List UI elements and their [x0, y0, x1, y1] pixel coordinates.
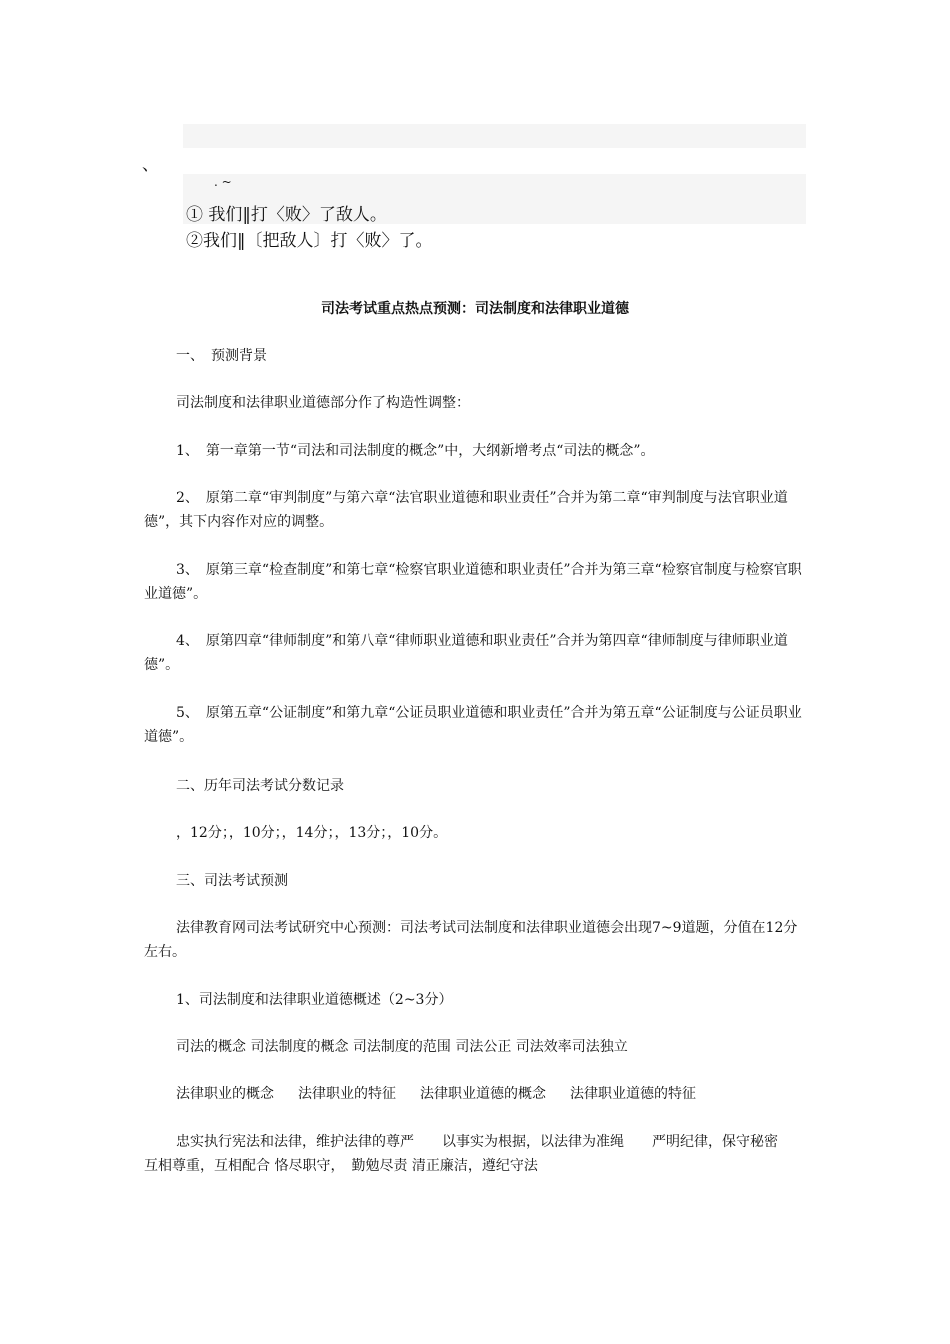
section-1-heading: 一、 预测背景 [176, 348, 267, 364]
concept-term: 法律职业的概念 [176, 1086, 274, 1102]
list-item: 4、 原第四章“律师制度”和第八章“律师职业道德和职业责任”合并为第四章“律师制度与律师职业道德”。 [144, 633, 788, 673]
example-sentence-2: ②我们‖〔把敌人〕打〈败〉了。 [186, 231, 433, 251]
document-title: 司法考试重点热点预测：司法制度和法律职业道德 [321, 301, 629, 317]
subsection-1-heading: 1、司法制度和法律职业道德概述（2~3分） [176, 992, 453, 1008]
section-1-intro: 司法制度和法律职业道德部分作了构造性调整： [176, 395, 470, 411]
section-2-scores: ，12分；，10分；，14分；，13分；，10分。 [176, 825, 448, 841]
section-3-text: 法律教育网司法考试研究中心预测：司法考试司法制度和法律职业道德会出现7~9道题，分值在12分左右。 [144, 920, 798, 960]
fragment-dot: . ~ [214, 175, 232, 189]
list-item: 2、 原第二章“审判制度”与第六章“法官职业道德和职业责任”合并为第二章“审判制度与法官职业道德”，其下内容作对应的调整。 [144, 490, 788, 530]
concept-term: 法律职业道德的概念 [420, 1086, 546, 1102]
list-item: 1、 第一章第一节“司法和司法制度的概念”中，大纲新增考点“司法的概念”。 [176, 443, 655, 459]
shaded-band-top [183, 124, 806, 148]
concept-term: 法律职业的特征 [298, 1086, 396, 1102]
list-item: 3、 原第三章“检查制度”和第七章“检察官职业道德和职业责任”合并为第三章“检察官制度与检察官职业道德”。 [144, 562, 802, 602]
concepts-line-2 [144, 1082, 808, 1106]
principles-paragraph: 忠实执行宪法和法律，维护法律的尊严 以事实为根据，以法律为准绳 严明纪律，保守秘密 互相尊重，互相配合 恪尽职守， 勤勉尽责 清正廉洁，遵纪守法 [144, 1134, 806, 1174]
section-2-heading: 二、历年司法考试分数记录 [176, 778, 344, 794]
example-sentence-1: ① 我们‖打〈败〉了敌人。 [186, 205, 387, 225]
concepts-line-1: 司法的概念 司法制度的概念 司法制度的范围 司法公正 司法效率司法独立 [176, 1039, 628, 1055]
concept-term: 法律职业道德的特征 [570, 1086, 696, 1102]
fragment-mark: 、 [142, 155, 159, 175]
list-item: 5、 原第五章“公证制度”和第九章“公证员职业道德和职业责任”合并为第五章“公证制度与公证员职业道德”。 [144, 705, 802, 745]
section-3-heading: 三、司法考试预测 [176, 873, 288, 889]
